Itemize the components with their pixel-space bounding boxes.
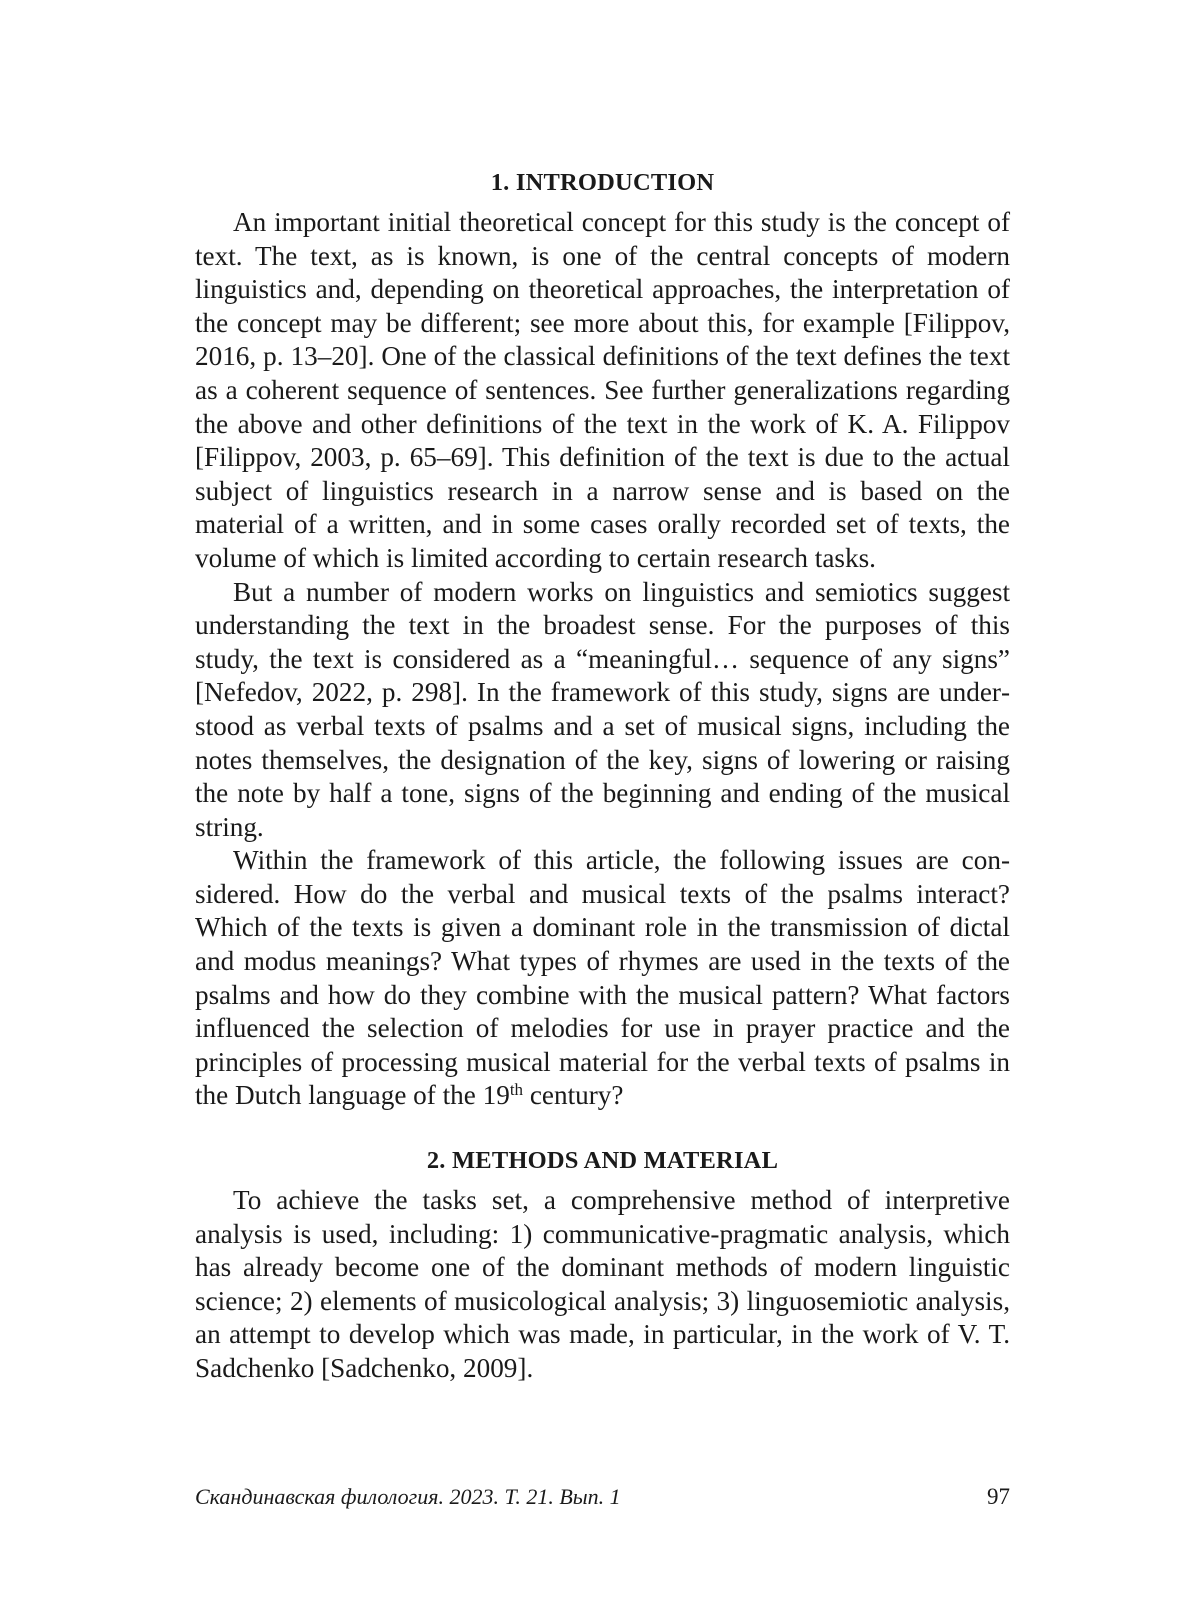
paragraph: To achieve the tasks set, a comprehensive method of interpretive analysis is used, including: 1) communicative-pragmatic analysis, which has already become one of the dominant methods of modern linguistic science; 2) elements of musicological analysis; 3) linguosemiotic analysis, an attempt to develop which was made, in particular, in the work of V. T. Sadchenko [Sadchenko, 2009]. (195, 1185, 1010, 1383)
paragraph-tail: century? (523, 1080, 624, 1111)
page-body (195, 168, 1010, 1386)
ordinal-superscript: th (509, 1080, 524, 1100)
page-number: 97 (987, 1484, 1010, 1509)
paragraph (195, 844, 1010, 1113)
journal-citation: Скандинавская филология. 2023. Т. 21. Вып. 1 (195, 1484, 621, 1509)
paragraph: An important initial theoretical concept for this study is the concept of text. The text, as is known, is one of the central concepts of modern linguistics and, depending on theoretical approaches, the interpretation of the concept may be different; see more about this, for example [Filippov, 2016, p. 13–20]. One of the classical definitions of the text defines the text as a coherent sequence of sentences. See further generalizations regarding the above and other definitions of the text in the work of K. A. Filippov [Filippov, 2003, p. 65–69]. This definition of the text is due to the actual subject of linguistics research in a narrow sense and is based on the material of a written, and in some cases orally recorded set of texts, the volume of which is limited according to certain research tasks. (195, 207, 1010, 573)
paragraph-text: Within the framework of this article, the following issues are considered. How do the verbal and musical texts of the psalms interact? Which of the texts is given a dominant role in the transmission of dictal and modus meanings? What types of rhymes are used in the texts of the psalms and how do they combine with the musical pattern? What factors influenced the selection of melodies for use in prayer practice and the principles of processing musical material for the verbal texts of psalms in the Dutch language of the 19 (195, 845, 1010, 1111)
page-footer (195, 1482, 1010, 1516)
section-heading-introduction: 1. INTRODUCTION (490, 169, 715, 196)
section-heading-methods: 2. METHODS AND MATERIAL (426, 1147, 779, 1175)
paragraph: But a number of modern works on linguistics and semiotics suggest understanding the text in the broadest sense. For the purposes of this study, the text is considered as a “meaningful… sequence of any signs” [Nefedov, 2022, p. 298]. In the framework of this study, signs are understood as verbal texts of psalms and a set of musical signs, including the notes themselves, the designation of the key, signs of lowering or raising the note by half a tone, signs of the beginning and ending of the musical string. (195, 576, 1010, 842)
